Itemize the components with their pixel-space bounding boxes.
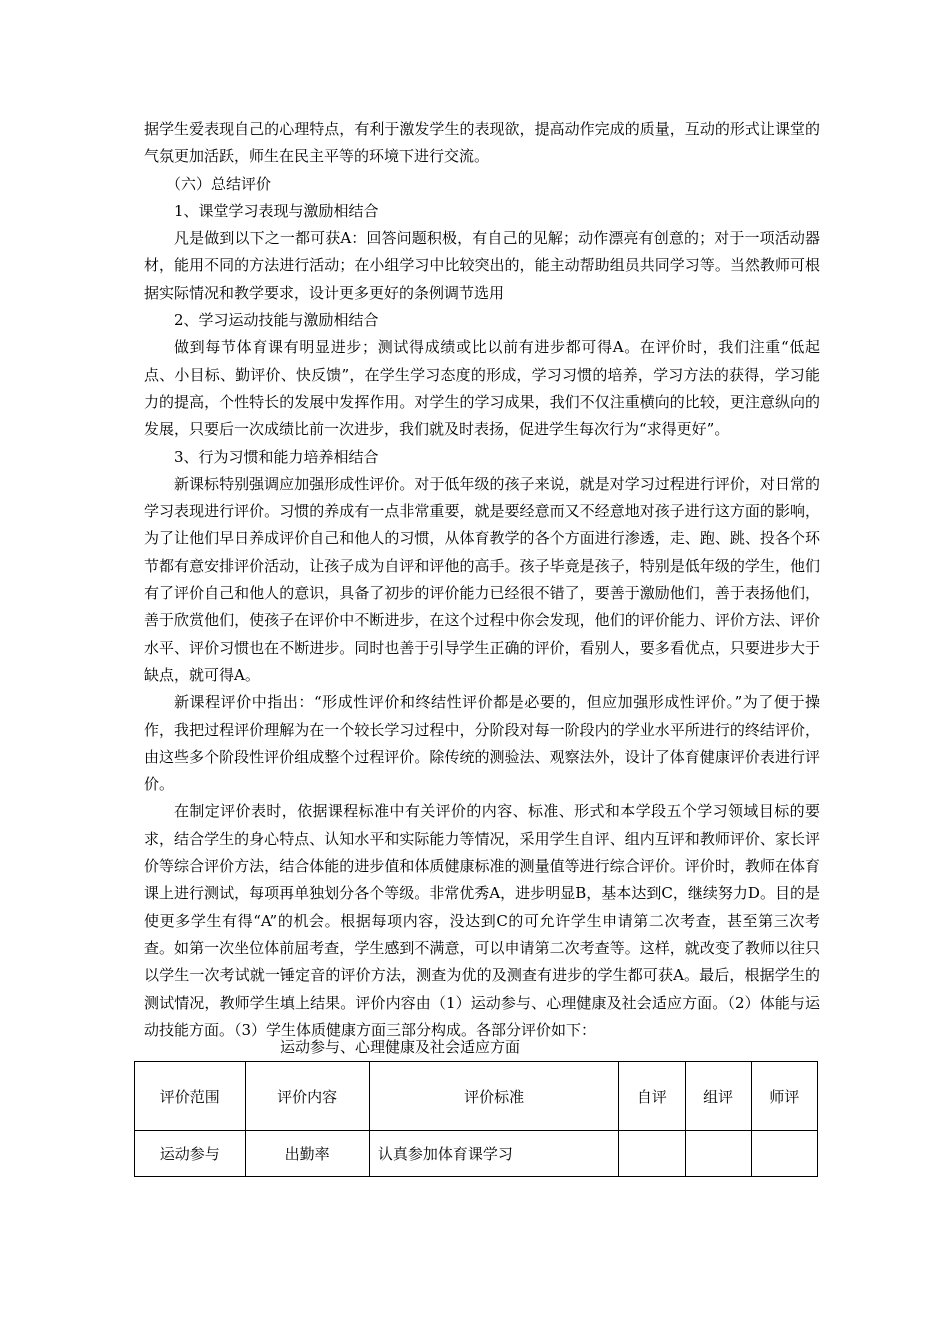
table-header-row bbox=[135, 1062, 818, 1131]
header-cell: 自评 bbox=[619, 1062, 685, 1131]
paragraph: 新课程评价中指出：“形成性评价和终结性评价都是必要的，但应加强形成性评价。”为了便于操作，我把过程评价理解为在一个较长学习过程中，分阶段对每一阶段内的学业水平所进行的终结评价，由这些多个阶段性评价组成整个过程评价。除传统的测验法、观察法外，设计了体育健康评价表进行评价。 bbox=[144, 693, 820, 794]
table-caption: 运动参与、心理健康及社会适应方面 bbox=[280, 1038, 521, 1056]
subsection-heading: 2、学习运动技能与激励相结合 bbox=[174, 311, 379, 330]
header-cell: 组评 bbox=[685, 1062, 751, 1131]
paragraph: 据学生爱表现自己的心理特点，有利于激发学生的表现欲，提高动作完成的质量，互动的形式让课堂的气氛更加活跃，师生在民主平等的环境下进行交流。 bbox=[144, 120, 820, 166]
section-heading: （六）总结评价 bbox=[166, 174, 272, 193]
table-cell bbox=[685, 1131, 751, 1177]
header-cell: 师评 bbox=[751, 1062, 817, 1131]
paragraph: 凡是做到以下之一都可获A：回答问题积极，有自己的见解；动作漂亮有创意的；对于一项活动器材，能用不同的方法进行活动；在小组学习中比较突出的，能主动帮助组员共同学习等。当然教师可根据实际情况和教学要求，设计更多更好的条例调节选用 bbox=[144, 229, 820, 302]
table-cell bbox=[751, 1131, 817, 1177]
body-text bbox=[144, 116, 820, 1044]
table-cell: 认真参加体育课学习 bbox=[369, 1131, 618, 1177]
paragraph: 在制定评价表时，依据课程标准中有关评价的内容、标准、形式和本学段五个学习领域目标的要求，结合学生的身心特点、认知水平和实际能力等情况，采用学生自评、组内互评和教师评价、家长评价等综合评价方法，结合体能的进步值和体质健康标准的测量值等进行综合评价。评价时，教师在体育课上进行测试，每项再单独划分各个等级。非常优秀A，进步明显B，基本达到C，继续努力D。目的是使更多学生有得“A”的机会。根据每项内容，没达到C的可允许学生申请第二次考查，甚至第三次考查。如第一次坐位体前屈考查，学生感到不满意，可以申请第二次考查等。这样，就改变了教师以往只以学生一次考试就一锤定音的评价方法，测查为优的及测查有进步的学生都可获A。最后，根据学生的测试情况，教师学生填上结果。评价内容由（1）运动参与、心理健康及社会适应方面。（2）体能与运动技能方面。（3）学生体质健康方面三部分构成。各部分评价如下： bbox=[144, 802, 820, 1039]
table-cell: 出勤率 bbox=[245, 1131, 369, 1177]
table-row bbox=[135, 1131, 818, 1177]
header-cell: 评价内容 bbox=[245, 1062, 369, 1131]
table-cell: 运动参与 bbox=[135, 1131, 246, 1177]
header-cell: 评价标准 bbox=[369, 1062, 618, 1131]
table-cell bbox=[619, 1131, 685, 1177]
evaluation-table bbox=[134, 1061, 818, 1177]
paragraph: 做到每节体育课有明显进步；测试得成绩或比以前有进步都可得A。在评价时，我们注重“低起点、小目标、勤评价、快反馈”，在学生学习态度的形成，学习习惯的培养，学习方法的获得，学习能力的提高，个性特长的发展中发挥作用。对学生的学习成果，我们不仅注重横向的比较，更注意纵向的发展，只要后一次成绩比前一次进步，我们就及时表扬，促进学生每次行为“求得更好”。 bbox=[144, 338, 820, 439]
paragraph: 新课标特别强调应加强形成性评价。对于低年级的孩子来说，就是对学习过程进行评价，对日常的学习表现进行评价。习惯的养成有一点非常重要，就是要经意而又不经意地对孩子进行这方面的影响，为了让他们早日养成评价自己和他人的习惯，从体育教学的各个方面进行渗透，走、跑、跳、投各个环节都有意安排评价活动，让孩子成为自评和评他的高手。孩子毕竟是孩子，特别是低年级的学生，他们有了评价自己和他人的意识，具备了初步的评价能力已经很不错了，要善于激励他们，善于表扬他们，善于欣赏他们，使孩子在评价中不断进步，在这个过程中你会发现，他们的评价能力、评价方法、评价水平、评价习惯也在不断进步。同时也善于引导学生正确的评价，看别人，要多看优点，只要进步大于缺点，就可得A。 bbox=[144, 474, 820, 684]
subsection-heading: 3、行为习惯和能力培养相结合 bbox=[174, 447, 379, 466]
subsection-heading: 1、课堂学习表现与激励相结合 bbox=[174, 201, 379, 220]
header-cell: 评价范围 bbox=[135, 1062, 246, 1131]
